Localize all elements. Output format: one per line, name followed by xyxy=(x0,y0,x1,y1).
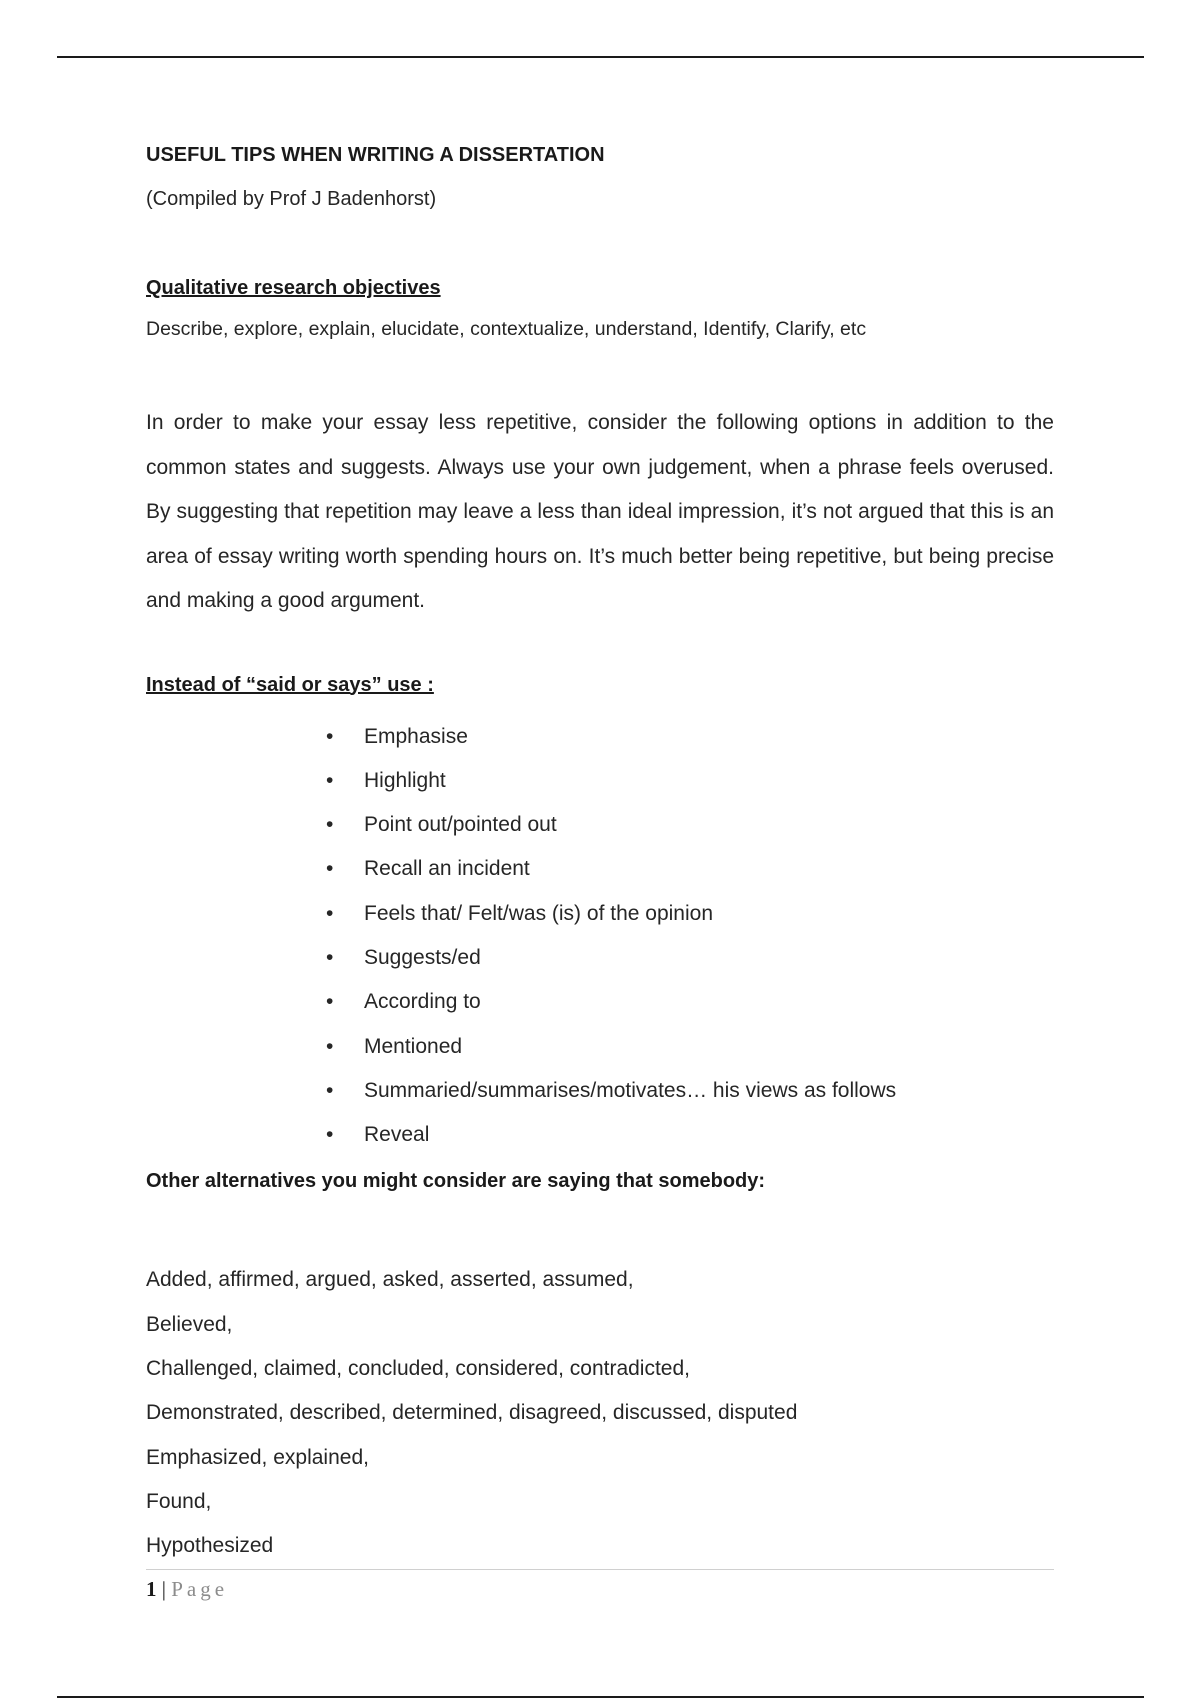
section-heading-instead-of: Instead of “said or says” use : xyxy=(146,673,434,696)
list-item: • Mentioned xyxy=(326,1025,1054,1069)
document-subtitle: (Compiled by Prof J Badenhorst) xyxy=(146,188,437,210)
bullet-icon: • xyxy=(326,857,334,881)
bullet-icon: • xyxy=(326,813,334,837)
word-line: Challenged, claimed, concluded, considered, contradicted, xyxy=(146,1357,691,1381)
word-line: Demonstrated, described, determined, disagreed, discussed, disputed xyxy=(146,1401,798,1425)
top-rule xyxy=(57,56,1144,58)
document-title: USEFUL TIPS WHEN WRITING A DISSERTATION xyxy=(146,144,605,166)
document-body xyxy=(146,143,1054,1569)
list-item: • Feels that/ Felt/was (is) of the opinion xyxy=(326,892,1054,936)
bullet-icon: • xyxy=(326,1078,334,1102)
page-number: 1 xyxy=(146,1577,157,1601)
list-item: • Recall an incident xyxy=(326,847,1054,891)
word-line: Hypothesized xyxy=(146,1534,274,1558)
word-lines xyxy=(146,1258,1054,1568)
alternatives-list xyxy=(146,715,1054,1158)
list-item: • According to xyxy=(326,980,1054,1024)
bullet-icon: • xyxy=(326,901,334,925)
bullet-icon: • xyxy=(326,724,334,748)
list-item: • Reveal xyxy=(326,1113,1054,1157)
page-footer xyxy=(146,1577,228,1601)
bullet-icon: • xyxy=(326,768,334,792)
bullet-icon: • xyxy=(326,990,334,1014)
page-label: Page xyxy=(171,1577,229,1601)
word-line: Believed, xyxy=(146,1312,233,1336)
bullet-icon: • xyxy=(326,1034,334,1058)
list-item: • Point out/pointed out xyxy=(326,803,1054,847)
list-item: • Emphasise xyxy=(326,715,1054,759)
objectives-text: Describe, explore, explain, elucidate, contextualize, understand, Identify, Clarify, etc xyxy=(146,318,867,340)
footer-separator: | xyxy=(161,1577,166,1601)
bullet-icon: • xyxy=(326,945,334,969)
section-heading-objectives: Qualitative research objectives xyxy=(146,277,441,299)
intro-paragraph: In order to make your essay less repetitive, consider the following options in addition to the common states and suggests. Always use your own judgement, when a phrase feels overused. By suggesting that repetition may leave a less than ideal impression, it’s not argued that this is an area of essay writing worth spending hours on. It’s much better being repetitive, but being precise and making a good argument. xyxy=(146,411,1054,612)
list-item: • Highlight xyxy=(326,759,1054,803)
word-line: Emphasized, explained, xyxy=(146,1445,369,1469)
list-item: • Summaried/summarises/motivates… his views as follows xyxy=(326,1069,1054,1113)
word-line: Found, xyxy=(146,1489,212,1513)
footer-rule xyxy=(146,1569,1054,1570)
list-item: • Suggests/ed xyxy=(326,936,1054,980)
bottom-rule xyxy=(57,1696,1144,1698)
other-alternatives-heading: Other alternatives you might consider are saying that somebody: xyxy=(146,1170,766,1193)
bullet-icon: • xyxy=(326,1123,334,1147)
word-line: Added, affirmed, argued, asked, asserted, assumed, xyxy=(146,1268,634,1292)
